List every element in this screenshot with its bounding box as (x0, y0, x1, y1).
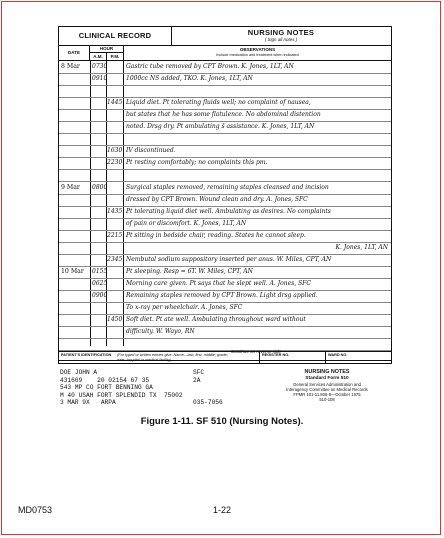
row-note: Nembutal sodium suppository inserted per anus. W. Miles, CPT, AN (126, 255, 332, 263)
table-row (59, 182, 391, 195)
nursing-notes-form (58, 26, 392, 361)
table-row (59, 302, 391, 315)
row-note: but states that he has some flatulence. No abdominal distention (126, 111, 321, 119)
table-row (59, 157, 391, 170)
form-identification (272, 369, 382, 402)
table-row (59, 218, 391, 231)
row-note: Pt resting comfortably; no complaints this pm. (126, 159, 268, 167)
form-id-std: Standard Form 510 (305, 376, 349, 381)
table-row (59, 85, 391, 98)
form-id-line: FPMR 101-11.806-8—October 1975 (293, 392, 361, 397)
row-pm-time: 2215 (107, 231, 123, 239)
row-note: Pt sitting in bedside chair, reading. States he cannot sleep. (126, 231, 306, 239)
patient-number: 035-7056 (193, 399, 223, 407)
row-note: To x-ray per wheelchair. A. Jones, SFC (126, 304, 243, 311)
clinical-record-title: CLINICAL RECORD (59, 27, 172, 46)
row-note: Pt tolerating liquid diet well. Ambulating as desires. No complaints (126, 207, 331, 215)
row-pm-time: 1450 (107, 316, 123, 324)
form-id-line: General Services Administration and (293, 382, 361, 387)
row-note: dressed by CPT Brown. Wound clean and dry. A. Jones, SFC (126, 195, 308, 203)
col-hour-header (90, 45, 123, 61)
table-row (59, 290, 391, 303)
table-row (59, 326, 391, 339)
pm-label: P.M. (110, 54, 120, 59)
table-row (59, 194, 391, 207)
patient-imprint (60, 369, 183, 407)
patient-id-label: PATIENT'S IDENTIFICATION (61, 353, 112, 357)
col-date-header: DATE (59, 45, 90, 61)
table-row (59, 133, 391, 146)
row-note: of pain or discomfort. K. Jones, 1LT, AN (126, 219, 247, 227)
table-row (59, 61, 391, 74)
row-note: Soft diet. Pt ate well. Ambulating throughout ward without (126, 316, 306, 324)
sign-all-notes: ( Sign all notes ) (264, 37, 298, 42)
patient-line: 431669 20 02154 67 35 (60, 376, 150, 384)
row-am-time: 0910 (92, 75, 108, 83)
form-id-line: Interagency Committee on Medical Records (286, 387, 368, 392)
table-row (59, 278, 391, 291)
table-row (59, 254, 391, 267)
table-row (59, 206, 391, 219)
row-note: noted. Drsg dry. Pt ambulating s̄ assistance. K. Jones, 1LT, AN (126, 123, 315, 131)
patient-grade: SFC (193, 369, 205, 376)
form-id-line: 510-108 (319, 397, 335, 402)
patient-line: DOE JOHN A (60, 369, 98, 376)
row-date: 9 Mar (61, 183, 80, 191)
figure-caption: Figure 1-11. SF 510 (Nursing Notes). (140, 416, 304, 427)
row-note: Remaining staples removed by CPT Brown. Light drsg applied. (126, 291, 318, 299)
observations-sublabel: Include medication and treatment when indicated (216, 53, 299, 57)
am-label: A.M. (90, 53, 107, 61)
patient-line: M 40 USAH FORT SPLENDID TX 75002 (60, 391, 183, 399)
row-note: difficulty. W. Wayo, RN (126, 328, 195, 336)
row-note: K. Jones, 1LT, AN (335, 243, 388, 251)
patient-line: 3 MAR 9X ARPA (60, 399, 116, 407)
table-row (59, 169, 391, 182)
row-note: Pt sleeping. Resp = 6T. W. Miles, CPT, AN (126, 267, 253, 275)
patient-id-strip (58, 351, 392, 364)
table-row (59, 121, 391, 134)
row-pm-time: 1630 (107, 147, 123, 155)
table-row (59, 73, 391, 86)
row-date: 10 Mar (61, 267, 84, 275)
row-pm-time: 2230 (107, 159, 123, 167)
row-am-time: 0730 (92, 63, 108, 70)
table-row (59, 230, 391, 243)
row-note: Surgical staples removed, remaining staples cleansed and incision (126, 183, 329, 191)
patient-id-instructions: (For typed or written entries give: Name—last, first, middle; grade; date; hospital or medical facility) (117, 353, 228, 362)
continue-note: Continue on reverse side (230, 349, 281, 354)
row-am-time: 0625 (92, 279, 108, 287)
row-note: Morning care given. Pt says that he slept well. A. Jones, SFC (126, 279, 311, 287)
form-id-title: NURSING NOTES (304, 369, 350, 375)
row-am-time: 0900 (92, 291, 108, 299)
row-note: Gastric tube removed by CPT Brown. K. Jones, 1LT, AN (126, 63, 294, 70)
patient-imprint-right (193, 369, 223, 407)
nursing-notes-title: NURSING NOTES (247, 28, 315, 37)
row-note: Liquid diet. Pt tolerating fluids well; no complaint of nausea, (126, 99, 311, 107)
patient-code: 2A (193, 376, 201, 384)
row-am-time: 0155 (92, 267, 108, 275)
table-row (59, 145, 391, 158)
table-row (59, 314, 391, 327)
document-code: MD0753 (18, 505, 53, 515)
row-date: 8 Mar (61, 63, 80, 70)
row-pm-time: 1435 (107, 207, 123, 215)
table-row (59, 242, 391, 255)
table-row (59, 109, 391, 122)
col-observations-header (123, 45, 391, 61)
patient-line: 543 MP CO FORT BENNING GA (60, 384, 153, 392)
register-no-label: REGISTER NO. (259, 352, 289, 364)
nursing-notes-header (171, 27, 391, 46)
ward-no-label: WARD NO. (325, 352, 347, 364)
row-pm-time: 2345 (107, 255, 123, 263)
observations-label: OBSERVATIONS (239, 47, 276, 52)
page-number: 1-22 (213, 505, 232, 515)
row-am-time: 0800 (92, 183, 108, 191)
table-row (59, 97, 391, 110)
row-note: 1000cc NS added, TKO. K. Jones, 1LT, AN (126, 75, 253, 83)
row-note: IV discontinued. (126, 147, 176, 155)
table-row (59, 266, 391, 279)
row-pm-time: 1445 (107, 99, 123, 107)
hour-label: HOUR (90, 45, 123, 53)
